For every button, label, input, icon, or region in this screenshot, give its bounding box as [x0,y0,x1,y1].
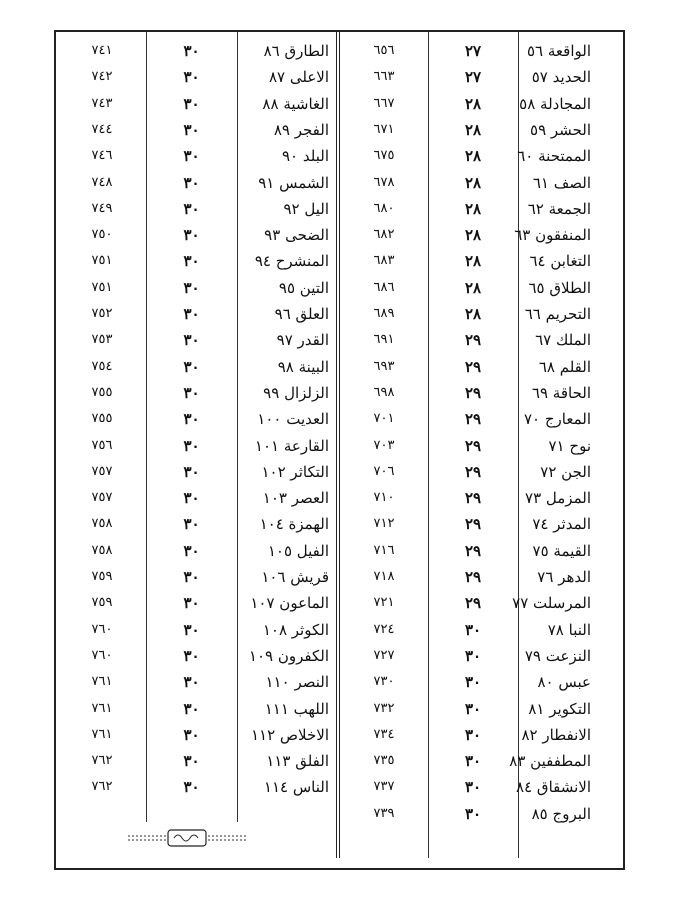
page-number: ٦٧١ [373,121,395,137]
page-number: ٧٢١ [373,595,395,611]
juz-number: ٣٠ [183,94,200,113]
page-number: ٦٦٧ [373,95,395,111]
surah-name: الممتحنة ٦٠ [517,147,591,166]
juz-number: ٣٠ [183,594,200,613]
page-number: ٦٨٦ [373,279,395,295]
juz-number: ٢٩ [464,568,482,586]
surah-name: الشمس ٩١ [258,173,329,192]
surah-name: المرسلت ٧٧ [512,594,591,613]
page-number: ٧١٢ [373,516,395,532]
surah-name: العصر ١٠٣ [262,489,329,508]
surah-name: الفجر ٨٩ [273,120,329,139]
page-number: ٦٧٥ [373,148,395,164]
surah-name: النبا ٧٨ [547,620,591,639]
juz-number: ٣٠ [183,436,200,455]
juz-number: ٣٠ [183,226,200,245]
juz-number: ٢٩ [464,331,482,350]
juz-number: ٢٨ [464,278,482,297]
juz-number: ٢٨ [464,94,482,113]
surah-name: الحديد ٥٧ [531,68,591,87]
juz-number: ٣٠ [183,42,200,60]
page-number: ٧٤٢ [91,69,113,85]
page-number: ٦٩١ [373,332,395,348]
surah-name: الماعون ١٠٧ [250,594,329,613]
surah-name: المطففين ٨٣ [509,752,591,771]
page-number: ٧٢٤ [373,621,395,637]
page-number: ٧٤٤ [91,121,113,137]
surah-name: البروج ٨٥ [531,804,591,823]
juz-number: ٣٠ [183,673,200,692]
page-number: ٧٥٣ [91,332,113,348]
surah-name: الجمعة ٦٢ [527,199,591,218]
page-number: ٦٧٨ [373,174,395,190]
juz-number: ٣٠ [183,68,200,87]
page-number: ٧٣٧ [373,779,395,795]
page-number: ٧٤٣ [91,95,113,111]
page-number: ٧٣٢ [373,700,395,716]
juz-number: ٣٠ [183,173,200,192]
juz-number: ٣٠ [183,120,200,139]
surah-name: الانفطار ٨٢ [521,725,591,744]
page-number: ٧٥١ [91,253,113,269]
surah-name: الضحى ٩٣ [264,226,329,245]
page-number: ٧٢٧ [373,647,395,663]
juz-number: ٣٠ [183,778,200,797]
page-number: ٧٥٠ [91,227,113,243]
juz-number: ٢٩ [464,489,482,508]
page-number: ٧٠٦ [373,463,395,479]
page-number: ٧١٠ [373,490,395,506]
page-number: ٦٨٠ [373,200,395,216]
juz-number: ٢٩ [464,410,482,429]
page-number: ٦٨٣ [373,253,395,269]
surah-name: الحشر ٥٩ [530,120,591,139]
juz-number: ٣٠ [183,646,200,665]
surah-name: الطلاق ٦٥ [528,278,591,297]
page-number: ٧٤٩ [91,200,113,216]
juz-number: ٣٠ [183,278,200,297]
juz-number: ٣٠ [464,778,482,797]
page-number: ٦٨٢ [373,227,395,243]
juz-number: ٣٠ [183,752,200,771]
page-number: ٦٦٣ [373,69,395,85]
page-number: ٧٥٧ [91,490,113,506]
page-number: ٧٤٨ [91,174,113,190]
page-number: ٧٥٨ [91,542,113,558]
page-number: ٧٥٥ [91,384,113,400]
surah-name: الفيل ١٠٥ [267,541,329,560]
page-number: ٧٥٢ [91,306,113,321]
page-number: ٧٦١ [91,726,113,742]
surah-name: قريش ١٠٦ [261,568,329,586]
page-number: ٦٩٣ [373,358,395,374]
surah-name: الغاشية ٨٨ [262,94,329,113]
surah-name: الجن ٧٢ [540,462,591,481]
ornament-divider [128,828,246,848]
surah-name: الفلق ١١٣ [266,752,329,771]
juz-number: ٢٩ [464,357,482,376]
juz-number: ٢٩ [464,541,482,560]
juz-number: ٢٨ [464,173,482,192]
surah-name: البلد ٩٠ [282,147,329,166]
surah-name: العديت ١٠٠ [257,410,329,429]
page-number: ٧٥٩ [91,595,113,611]
juz-number: ٣٠ [183,305,200,323]
surah-name: المدثر ٧٤ [532,515,591,534]
page-number: ٦٨٩ [373,306,395,321]
page-number: ٧٥٦ [91,437,113,453]
surah-name: الزلزال ٩٩ [263,383,329,402]
juz-number: ٣٠ [464,804,482,823]
page-number: ٧٥٥ [91,411,113,427]
juz-number: ٣٠ [183,541,200,560]
surah-name: البينة ٩٨ [277,357,329,376]
page-number: ٧٦٠ [91,621,113,637]
surah-name: الاخلاص ١١٢ [250,725,329,744]
juz-number: ٣٠ [183,568,200,586]
juz-number: ٣٠ [183,620,200,639]
juz-number: ٣٠ [464,620,482,639]
surah-name: اللهب ١١١ [264,699,329,718]
page-number: ٦٥٦ [373,43,395,58]
surah-name: الصف ٦١ [532,173,591,192]
surah-name: الهمزة ١٠٤ [259,515,329,534]
surah-name: الواقعة ٥٦ [527,42,591,60]
surah-name: الناس ١١٤ [263,778,329,797]
juz-number: ٣٠ [183,462,200,481]
surah-name: المزمل ٧٣ [525,489,591,508]
juz-number: ٣٠ [183,725,200,744]
juz-number: ٢٨ [464,199,482,218]
juz-number: ٣٠ [183,515,200,534]
page-number: ٧٣٥ [373,753,395,769]
juz-number: ٢٨ [464,305,482,323]
surah-name: عبس ٨٠ [537,673,591,692]
juz-number: ٢٩ [464,462,482,481]
page-number: ٧١٨ [373,569,395,584]
page-number: ٧٠١ [373,411,395,427]
page-number: ٧٥٧ [91,463,113,479]
juz-number: ٣٠ [464,646,482,665]
page-number: ٧٦١ [91,700,113,716]
juz-number: ٣٠ [183,357,200,376]
surah-name: الحاقة ٦٩ [531,383,591,402]
juz-number: ٢٨ [464,226,482,245]
juz-number: ٣٠ [464,752,482,771]
juz-number: ٣٠ [183,410,200,429]
surah-name: القيمة ٧٥ [532,541,591,560]
juz-number: ٣٠ [464,673,482,692]
juz-number: ٣٠ [183,331,200,350]
juz-number: ٢٨ [464,147,482,166]
surah-name: الاعلى ٨٧ [268,68,329,87]
page-number: ٦٩٨ [373,384,395,400]
surah-name: الكفرون ١٠٩ [248,646,329,665]
page-number: ٧٦١ [91,674,113,690]
juz-number: ٢٨ [464,252,482,271]
page-number: ٧٤٦ [91,148,113,164]
juz-number: ٢٩ [464,594,482,613]
juz-number: ٢٩ [464,383,482,402]
surah-name: الانشقاق ٨٤ [516,778,591,797]
juz-number: ٣٠ [183,699,200,718]
page-number: ٧٥٩ [91,569,113,584]
page-number: ٧٥٤ [91,358,113,374]
juz-number: ٢٩ [464,515,482,534]
juz-number: ٣٠ [183,383,200,402]
juz-number: ٢٨ [464,120,482,139]
surah-name: النصر ١١٠ [265,673,329,692]
juz-number: ٣٠ [464,725,482,744]
surah-name: العلق ٩٦ [274,305,329,323]
juz-number: ٣٠ [464,699,482,718]
juz-number: ٣٠ [183,199,200,218]
page-number: ٧٦٢ [91,753,113,769]
surah-name: نوح ٧١ [548,436,591,455]
surah-name: الملك ٦٧ [535,331,591,350]
surah-name: الدهر ٧٦ [537,568,591,586]
page-number: ٧١٦ [373,542,395,558]
juz-number: ٣٠ [183,489,200,508]
page-number: ٧٠٣ [373,437,395,453]
surah-name: اليل ٩٢ [283,199,329,218]
surah-name: المنفقون ٦٣ [514,226,591,245]
surah-name: القدر ٩٧ [276,331,329,350]
surah-name: المجادلة ٥٨ [519,94,591,113]
surah-name: الطارق ٨٦ [263,42,329,60]
surah-name: التكوير ٨١ [528,699,591,718]
juz-number: ٢٧ [464,42,482,60]
surah-name: الكوثر ١٠٨ [262,620,329,639]
surah-name: القارعة ١٠١ [254,436,329,455]
page-number: ٧٣٠ [373,674,395,690]
juz-number: ٣٠ [183,147,200,166]
surah-name: القلم ٦٨ [538,357,591,376]
page-number: ٧٣٩ [373,805,395,821]
surah-name: المعارج ٧٠ [523,410,591,429]
page-number: ٧٣٤ [373,726,395,742]
surah-name: النزعت ٧٩ [524,646,591,665]
juz-number: ٣٠ [183,252,200,271]
page-number: ٧٥١ [91,279,113,295]
surah-name: التحريم ٦٦ [524,305,591,323]
page-number: ٧٥٨ [91,516,113,532]
page-number: ٧٦٢ [91,779,113,795]
page-number: ٧٤١ [91,43,113,58]
juz-number: ٢٩ [464,436,482,455]
surah-name: التين ٩٥ [278,278,329,297]
surah-name: التغابن ٦٤ [529,252,591,271]
surah-name: التكاثر ١٠٢ [261,462,329,481]
page-number: ٧٦٠ [91,647,113,663]
juz-number: ٢٧ [464,68,482,87]
surah-name: المنشرح ٩٤ [254,252,329,271]
